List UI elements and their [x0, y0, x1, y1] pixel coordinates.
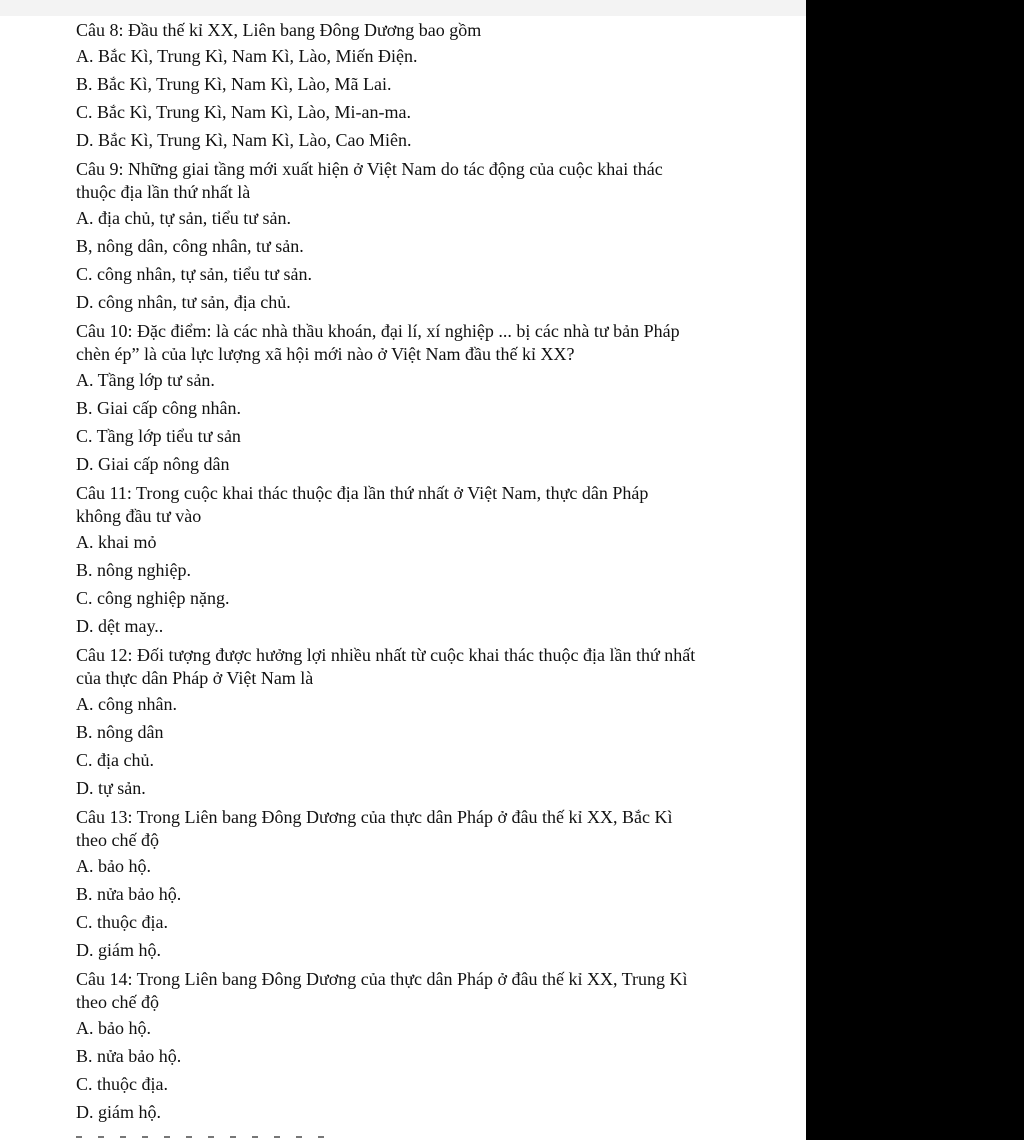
- question-text: Câu 12: Đối tượng được hưởng lợi nhiều nhất từ cuộc khai thác thuộc địa lần thứ nhất của thực dân Pháp ở Việt Nam là: [76, 645, 696, 688]
- option-b: B. nông dân: [76, 722, 164, 742]
- option-a: A. Tầng lớp tư sản.: [76, 370, 215, 390]
- option-b: B. nửa bảo hộ.: [76, 884, 182, 904]
- option-c: C. Bắc Kì, Trung Kì, Nam Kì, Lào, Mi-an-ma.: [76, 102, 411, 122]
- option-a: A. bảo hộ.: [76, 856, 151, 876]
- option-a: A. địa chủ, tự sản, tiểu tư sản.: [76, 208, 291, 228]
- option-c: C. Tầng lớp tiểu tư sản: [76, 426, 241, 446]
- question-text: Câu 10: Đặc điểm: là các nhà thầu khoán, đại lí, xí nghiệp ... bị các nhà tư bản Pháp chèn ép” là của lực lượng xã hội mới nào ở Việt Nam đầu thế kỉ XX?: [76, 321, 680, 364]
- right-black-panel: [806, 0, 1024, 1140]
- question-12: [76, 643, 776, 805]
- option-d: D. Giai cấp nông dân: [76, 454, 230, 474]
- option-c: C. công nghiệp nặng.: [76, 588, 230, 608]
- option-d: D. giám hộ.: [76, 1102, 161, 1122]
- top-edge: [0, 0, 806, 16]
- question-text: Câu 8: Đầu thế kỉ XX, Liên bang Đông Dương bao gồm: [76, 20, 482, 40]
- option-b: B, nông dân, công nhân, tư sản.: [76, 236, 304, 256]
- question-text: Câu 14: Trong Liên bang Đông Dương của thực dân Pháp ở đâu thế kỉ XX, Trung Kì theo chế độ: [76, 969, 688, 1012]
- option-d: D. giám hộ.: [76, 940, 161, 960]
- option-c: C. công nhân, tự sản, tiểu tư sản.: [76, 264, 312, 284]
- question-10: [76, 319, 776, 481]
- option-a: A. Bắc Kì, Trung Kì, Nam Kì, Lào, Miến Điện.: [76, 46, 418, 66]
- question-9: [76, 157, 776, 319]
- option-a: A. bảo hộ.: [76, 1018, 151, 1038]
- option-b: B. nông nghiệp.: [76, 560, 191, 580]
- cut-off-text-line: [76, 1136, 336, 1138]
- question-text: Câu 11: Trong cuộc khai thác thuộc địa lần thứ nhất ở Việt Nam, thực dân Pháp không đầu tư vào: [76, 483, 649, 526]
- question-8: [76, 18, 776, 157]
- option-d: D. công nhân, tư sản, địa chủ.: [76, 292, 291, 312]
- question-text: Câu 9: Những giai tầng mới xuất hiện ở Việt Nam do tác động của cuộc khai thác thuộc địa lần thứ nhất là: [76, 159, 663, 202]
- option-d: D. tự sản.: [76, 778, 146, 798]
- question-list: [76, 18, 776, 1129]
- option-c: C. thuộc địa.: [76, 912, 168, 932]
- question-text: Câu 13: Trong Liên bang Đông Dương của thực dân Pháp ở đâu thế kỉ XX, Bắc Kì theo chế độ: [76, 807, 673, 850]
- option-b: B. nửa bảo hộ.: [76, 1046, 182, 1066]
- option-a: A. khai mỏ: [76, 532, 157, 552]
- question-11: [76, 481, 776, 643]
- option-a: A. công nhân.: [76, 694, 177, 714]
- option-c: C. thuộc địa.: [76, 1074, 168, 1094]
- option-c: C. địa chủ.: [76, 750, 154, 770]
- option-b: B. Giai cấp công nhân.: [76, 398, 241, 418]
- option-d: D. Bắc Kì, Trung Kì, Nam Kì, Lào, Cao Miên.: [76, 130, 412, 150]
- option-b: B. Bắc Kì, Trung Kì, Nam Kì, Lào, Mã Lai.: [76, 74, 392, 94]
- question-13: [76, 805, 776, 967]
- option-d: D. dệt may..: [76, 616, 164, 636]
- question-14: [76, 967, 776, 1129]
